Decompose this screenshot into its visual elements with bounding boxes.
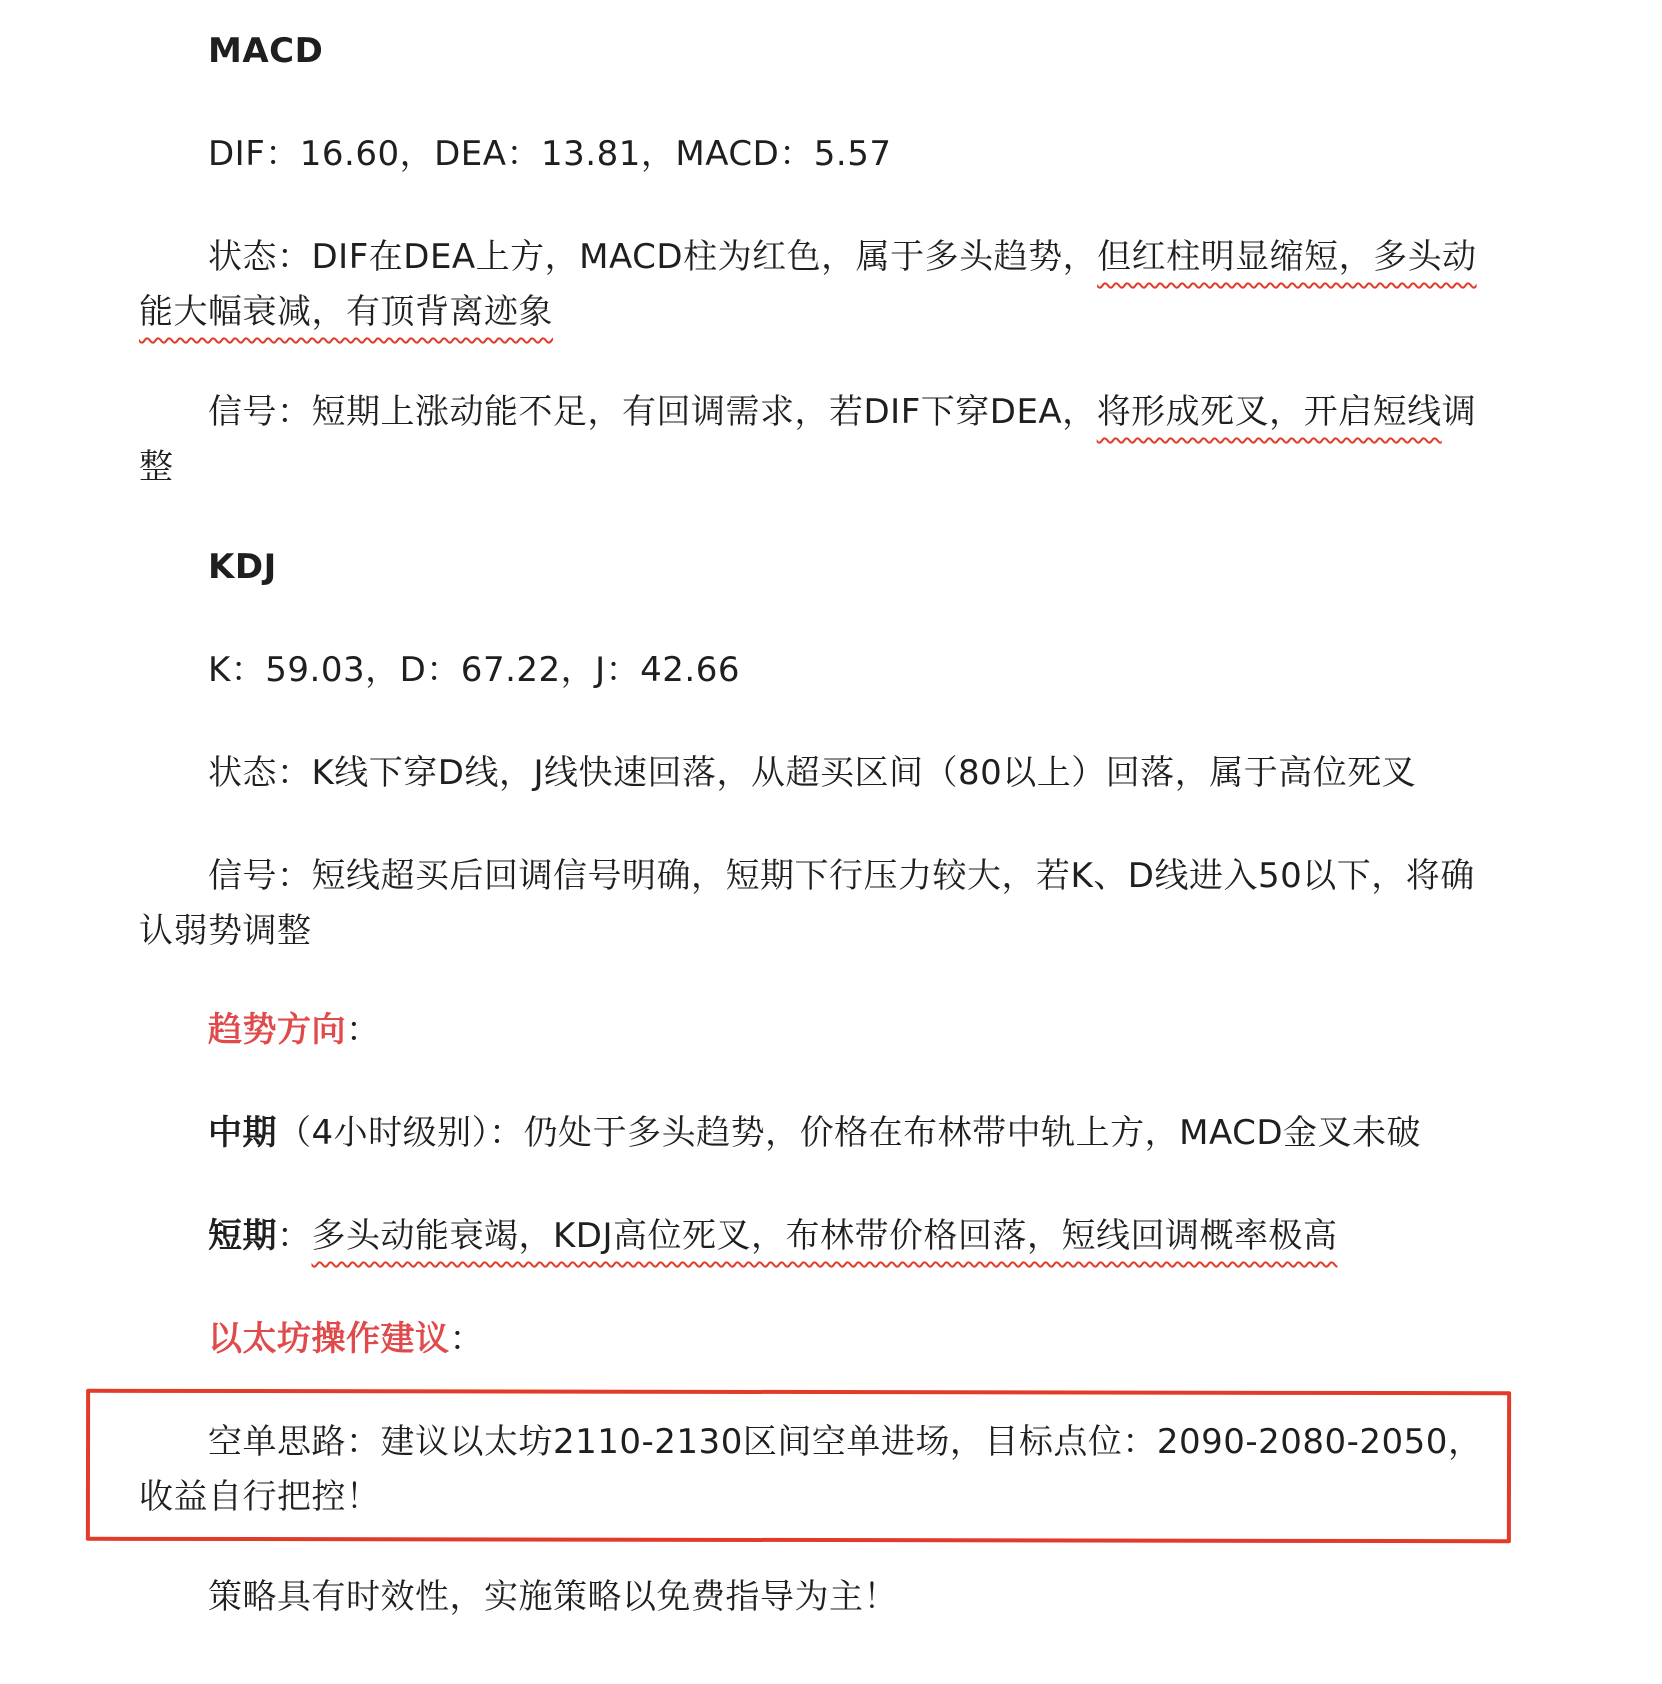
macd-status — [139, 230, 1499, 340]
kdj-signal: 信号：短线超买后回调信号明确，短期下行压力较大，若K、D线进入50以下，将确认弱势调整 — [139, 856, 1475, 951]
macd-signal-highlight: 将形成死叉，开启短线 — [1096, 392, 1442, 432]
trend-short — [139, 1209, 1499, 1264]
trend-short-colon: ： — [277, 1216, 312, 1256]
macd-status-prefix: 状态：DIF在DEA上方，MACD柱为红色，属于多头趋势， — [208, 237, 1098, 277]
trend-short-text: 多头动能衰竭，KDJ高位死叉，布林带价格回落，短线回调概率极高 — [311, 1216, 1338, 1256]
trend-title — [139, 1003, 1499, 1058]
trend-mid-label: 中期 — [208, 1113, 277, 1153]
macd-signal-prefix: 信号：短期上涨动能不足，有回调需求，若DIF下穿DEA， — [208, 392, 1097, 432]
kdj-status: 状态：K线下穿D线，J线快速回落，从超买区间（80以上）回落，属于高位死叉 — [208, 753, 1417, 793]
trend-short-label: 短期 — [208, 1216, 277, 1256]
macd-signal — [139, 385, 1499, 495]
trend-title-text: 趋势方向 — [208, 1010, 346, 1050]
macd-status-highlight: 但红柱明显缩短，多头动能大幅衰减，有顶背离迹象 — [139, 237, 1477, 332]
advice-title — [139, 1312, 1499, 1367]
advice-boxed-text: 空单思路：建议以太坊2110-2130区间空单进场，目标点位：2090-2080-2050，收益自行把控！ — [139, 1422, 1483, 1517]
macd-heading: MACD — [208, 31, 324, 71]
trend-title-colon: ： — [346, 1010, 381, 1050]
macd-values: DIF：16.60，DEA：13.81，MACD：5.57 — [208, 134, 892, 174]
advice-title-text: 以太坊操作建议 — [208, 1319, 450, 1359]
macd-signal-suffix: 调整 — [139, 392, 1477, 487]
trend-mid-text: （4小时级别）：仍处于多头趋势，价格在布林带中轨上方，MACD金叉未破 — [277, 1113, 1422, 1153]
advice-title-colon: ： — [449, 1319, 484, 1359]
trend-mid — [139, 1106, 1499, 1161]
kdj-heading: KDJ — [208, 547, 277, 587]
kdj-values: K：59.03，D：67.22，J：42.66 — [208, 650, 741, 690]
advice-footer: 策略具有时效性，实施策略以免费指导为主！ — [208, 1577, 898, 1617]
highlight-box — [86, 1389, 1511, 1543]
